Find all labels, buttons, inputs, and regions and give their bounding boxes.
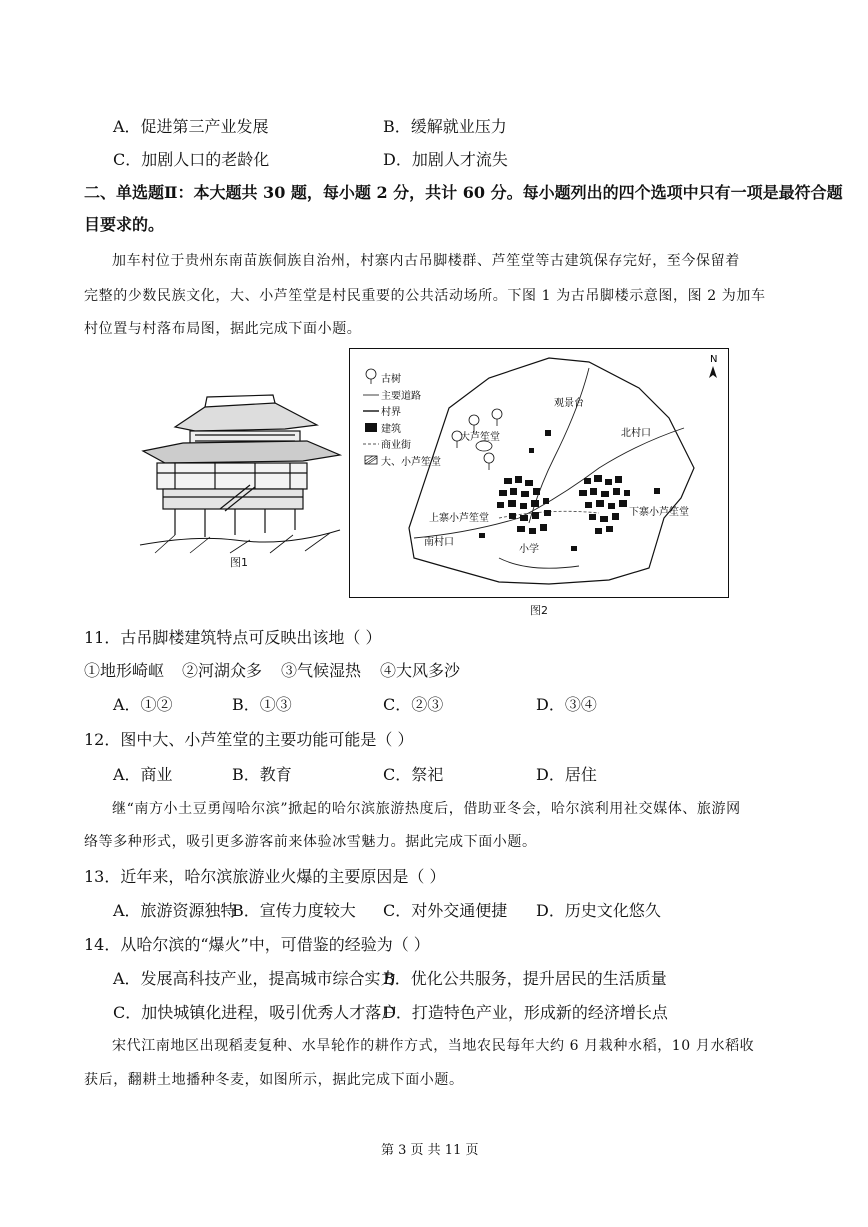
figure2-village-map [349, 348, 729, 598]
label-school: 小学 [519, 544, 539, 555]
q13-option-a: A．旅游资源独特 [113, 901, 237, 920]
passage1-line2: 完整的少数民族文化，大、小芦笙堂是村民重要的公共活动场所。下图 1 为古吊脚楼示意图，图 2 为加车 [84, 288, 766, 304]
q11-option-c: C．②③ [383, 695, 444, 714]
passage2-line2: 络等多种形式，吸引更多游客前来体验冰雪魅力。据此完成下面小题。 [84, 834, 537, 850]
q11-stem: 11．古吊脚楼建筑特点可反映出该地（ ） [84, 628, 382, 647]
section2-heading-line2: 目要求的。 [84, 215, 165, 234]
passage2-line1: 继“南方小土豆勇闯哈尔滨”掀起的哈尔滨旅游热度后，借助亚冬会，哈尔滨利用社交媒体、旅游网 [112, 801, 741, 817]
q13-option-c: C．对外交通便捷 [383, 901, 508, 920]
legend-boundary-label: 村界 [381, 407, 401, 418]
q12-option-a: A．商业 [113, 765, 173, 784]
page-number: 第 3 页 共 11 页 [381, 1143, 479, 1158]
q14-option-b: B．优化公共服务，提升居民的生活质量 [383, 969, 667, 988]
q14-option-c: C．加快城镇化进程，吸引优秀人才落户 [113, 1003, 398, 1022]
legend-street-label: 商业街 [381, 440, 411, 451]
q11-option-b: B．①③ [232, 695, 292, 714]
q11-item-2: ②河湖众多 [182, 661, 263, 680]
figure1-stilt-house-illustration [135, 385, 345, 555]
q12-option-b: B．教育 [232, 765, 292, 784]
figure2-caption: 图2 [530, 604, 548, 617]
q12-option-d: D．居住 [536, 765, 597, 784]
legend-road-label: 主要道路 [381, 391, 421, 402]
q12-option-c: C．祭祀 [383, 765, 444, 784]
legend-hall-label: 大、小芦笙堂 [381, 457, 441, 468]
legend-building-icon [365, 423, 377, 432]
label-upper-hall: 上寨小芦笙堂 [429, 513, 489, 524]
label-north-gate: 北村口 [621, 428, 651, 439]
label-big-hall: 大芦笙堂 [460, 432, 500, 443]
q10-option-b: B．缓解就业压力 [383, 117, 507, 136]
legend-tree-label: 古树 [381, 374, 401, 385]
label-viewpoint: 观景台 [554, 398, 584, 409]
q14-stem: 14．从哈尔滨的“爆火”中，可借鉴的经验为（ ） [84, 935, 430, 954]
passage1-line1: 加车村位于贵州东南苗族侗族自治州，村寨内古吊脚楼群、芦笙堂等古建筑保存完好，至今保留着 [112, 253, 740, 269]
q10-option-d: D．加剧人才流失 [383, 150, 508, 169]
q11-item-1: ①地形崎岖 [84, 661, 165, 680]
q13-option-b: B．宣传力度较大 [232, 901, 356, 920]
q11-option-d: D．③④ [536, 695, 597, 714]
north-label: N [710, 354, 718, 365]
q14-option-a: A．发展高科技产业，提高城市综合实力 [113, 969, 397, 988]
q14-option-d: D．打造特色产业，形成新的经济增长点 [383, 1003, 668, 1022]
q12-stem: 12．图中大、小芦笙堂的主要功能可能是（ ） [84, 730, 414, 749]
label-south-gate: 南村口 [424, 537, 454, 548]
section2-heading-line1: 二、单选题Ⅱ：本大题共 30 题，每小题 2 分，共计 60 分。每小题列出的四个选项中只有一项是最符合题 [84, 183, 843, 202]
q11-item-3: ③气候湿热 [281, 661, 362, 680]
figure1-caption: 图1 [230, 556, 248, 569]
q13-stem: 13．近年来，哈尔滨旅游业火爆的主要原因是（ ） [84, 867, 446, 886]
passage3-line2: 获后，翻耕土地播种冬麦，如图所示，据此完成下面小题。 [84, 1072, 464, 1088]
q11-option-a: A．①② [113, 695, 173, 714]
q13-option-d: D．历史文化悠久 [536, 901, 661, 920]
q11-item-4: ④大风多沙 [380, 661, 461, 680]
passage3-line1: 宋代江南地区出现稻麦复种、水旱轮作的耕作方式，当地农民每年大约 6 月栽种水稻，10 月水稻收 [112, 1038, 755, 1054]
q10-option-c: C．加剧人口的老龄化 [113, 150, 270, 169]
label-lower-hall: 下寨小芦笙堂 [629, 507, 689, 518]
q10-option-a: A．促进第三产业发展 [113, 117, 269, 136]
legend-building-label: 建筑 [381, 424, 401, 435]
passage1-line3: 村位置与村落布局图，据此完成下面小题。 [84, 321, 362, 337]
